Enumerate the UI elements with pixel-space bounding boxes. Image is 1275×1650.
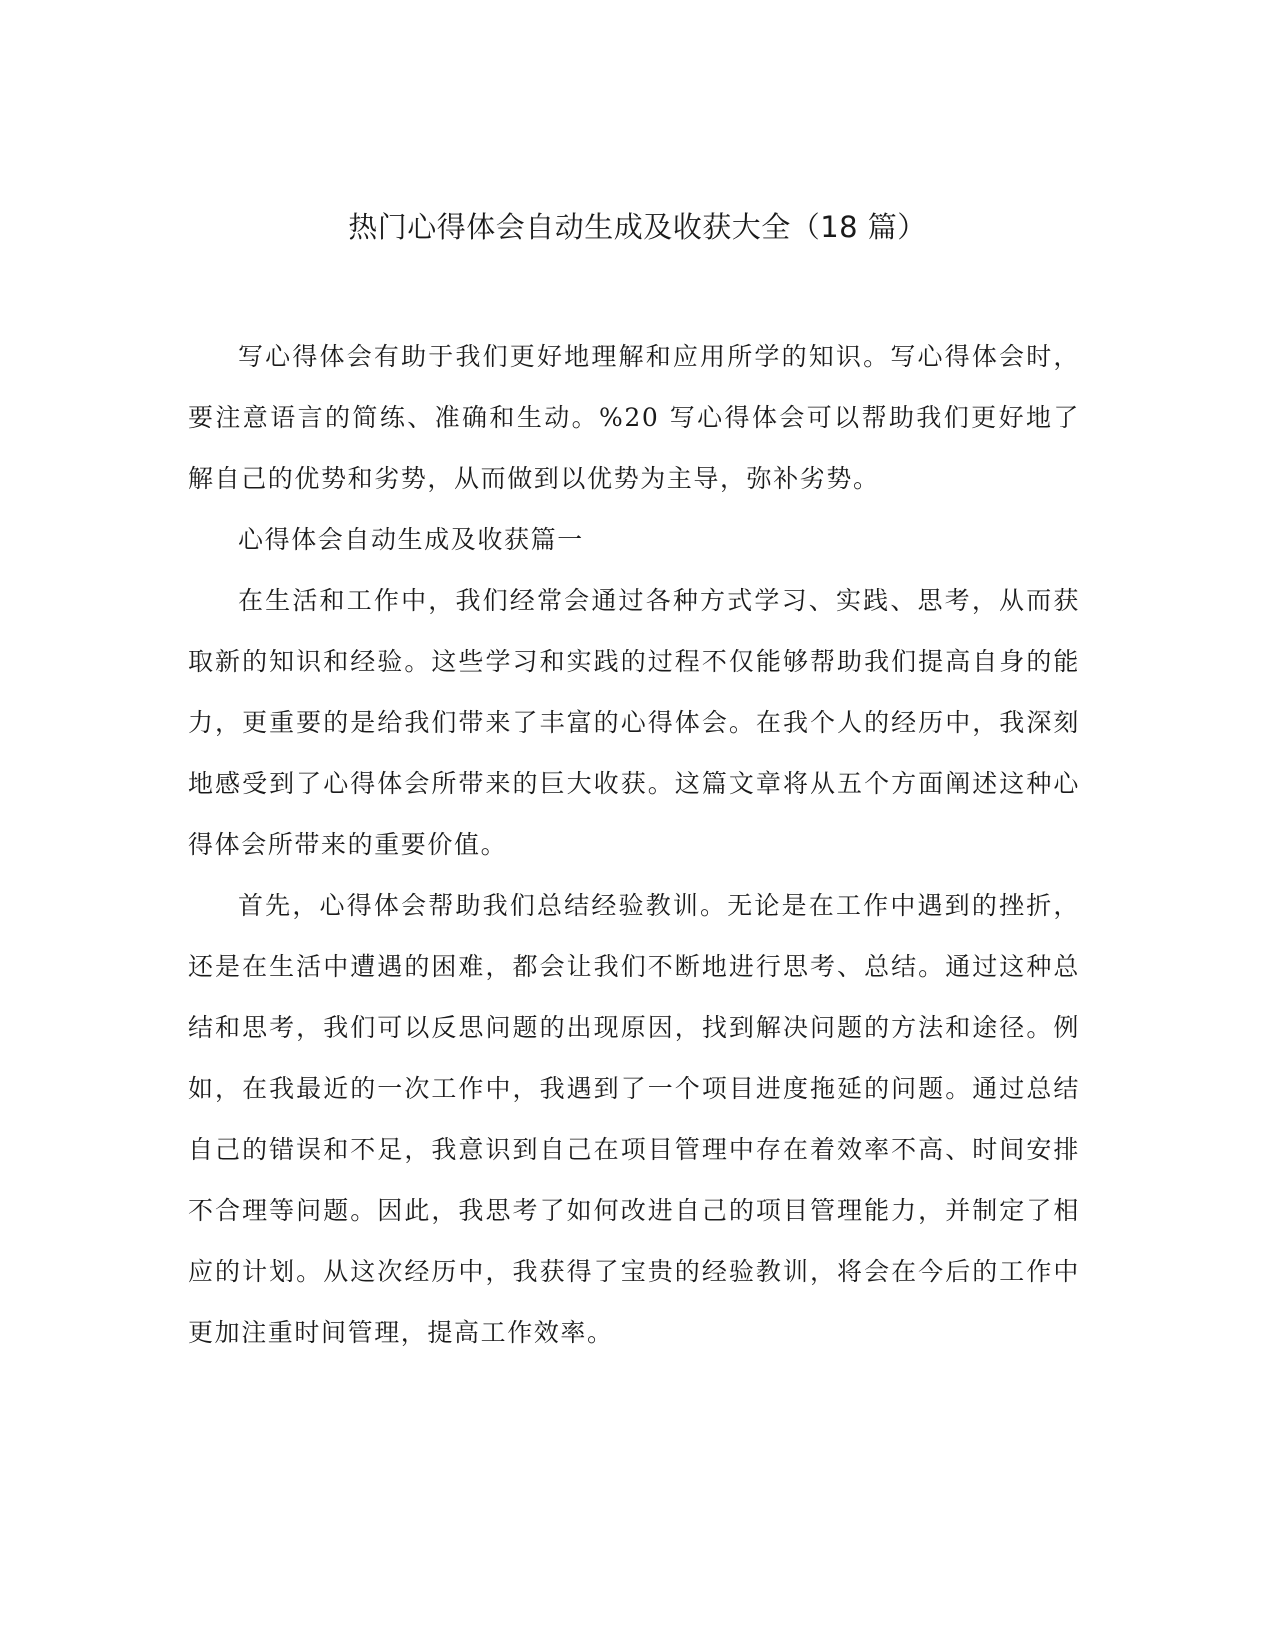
document-body xyxy=(188,326,1080,1363)
body-paragraph: 首先，心得体会帮助我们总结经验教训。无论是在工作中遇到的挫折，还是在生活中遭遇的困难，都会让我们不断地进行思考、总结。通过这种总结和思考，我们可以反思问题的出现原因，找到解决问题的方法和途径。例如，在我最近的一次工作中，我遇到了一个项目进度拖延的问题。通过总结自己的错误和不足，我意识到自己在项目管理中存在着效率不高、时间安排不合理等问题。因此，我思考了如何改进自己的项目管理能力，并制定了相应的计划。从这次经历中，我获得了宝贵的经验教训，将会在今后的工作中更加注重时间管理，提高工作效率。 xyxy=(188,891,1080,1347)
intro-paragraph: 写心得体会有助于我们更好地理解和应用所学的知识。写心得体会时，要注意语言的简练、准确和生动。%20 写心得体会可以帮助我们更好地了解自己的优势和劣势，从而做到以优势为主导，弥补劣势。 xyxy=(188,342,1080,493)
document-title: 热门心得体会自动生成及收获大全（18 篇） xyxy=(348,210,927,244)
section-heading: 心得体会自动生成及收获篇一 xyxy=(238,525,584,554)
body-paragraph: 在生活和工作中，我们经常会通过各种方式学习、实践、思考，从而获取新的知识和经验。这些学习和实践的过程不仅能够帮助我们提高自身的能力，更重要的是给我们带来了丰富的心得体会。在我个人的经历中，我深刻地感受到了心得体会所带来的巨大收获。这篇文章将从五个方面阐述这种心得体会所带来的重要价值。 xyxy=(188,586,1080,859)
